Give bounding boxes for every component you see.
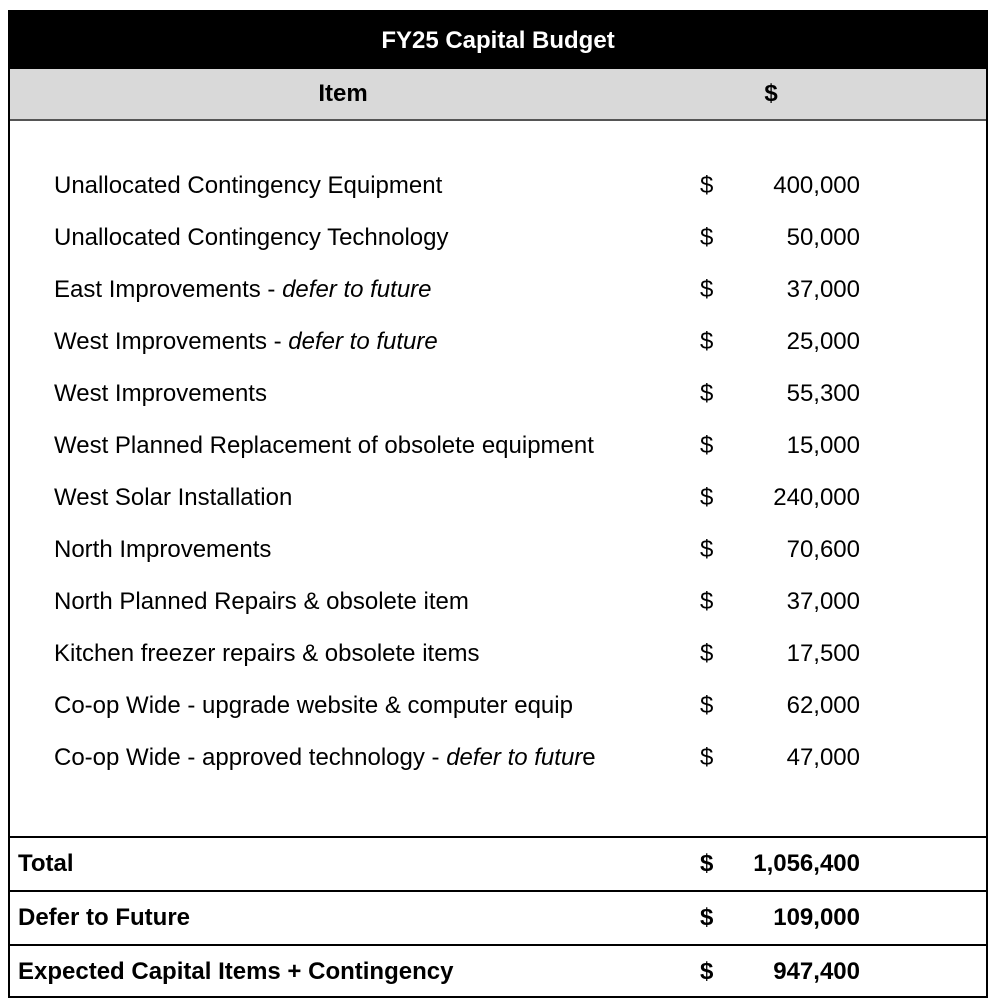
row-amount: $ 15,000 — [700, 432, 860, 459]
table-row — [10, 474, 986, 526]
row-label: Co-op Wide - upgrade website & computer equip — [54, 692, 573, 719]
row-label: West Solar Installation — [54, 484, 293, 511]
total-amount: $ 1,056,400 — [700, 850, 860, 877]
line-items — [10, 162, 986, 786]
row-amount: $ 37,000 — [700, 588, 860, 615]
table-row — [10, 422, 986, 474]
header-amount: $ — [764, 80, 778, 107]
row-amount: $ 25,000 — [700, 328, 860, 355]
table-row — [10, 214, 986, 266]
table-row — [10, 578, 986, 630]
table-row — [10, 734, 986, 786]
table-header — [10, 69, 986, 121]
row-label: West Improvements - defer to future — [54, 328, 438, 355]
row-label: Kitchen freezer repairs & obsolete items — [54, 640, 480, 667]
row-amount: $ 55,300 — [700, 380, 860, 407]
defer-to-future-row — [10, 892, 986, 946]
budget-table — [8, 10, 988, 998]
row-label: West Planned Replacement of obsolete equipment — [54, 432, 594, 459]
table-row — [10, 266, 986, 318]
row-label: Unallocated Contingency Technology — [54, 224, 449, 251]
row-amount: $ 400,000 — [700, 172, 860, 199]
expected-amount: $ 947,400 — [700, 958, 860, 985]
defer-amount: $ 109,000 — [700, 904, 860, 931]
row-label: West Improvements — [54, 380, 267, 407]
row-amount: $ 17,500 — [700, 640, 860, 667]
table-row — [10, 526, 986, 578]
table-row — [10, 630, 986, 682]
row-label: East Improvements - defer to future — [54, 276, 432, 303]
table-row — [10, 318, 986, 370]
row-label: Co-op Wide - approved technology - defer to future — [54, 744, 596, 771]
expected-capital-row — [10, 946, 986, 998]
total-row — [10, 838, 986, 892]
table-row — [10, 162, 986, 214]
row-amount: $ 70,600 — [700, 536, 860, 563]
row-amount: $ 47,000 — [700, 744, 860, 771]
row-amount: $ 240,000 — [700, 484, 860, 511]
total-label: Total — [18, 850, 74, 877]
header-item: Item — [318, 80, 368, 107]
table-row — [10, 370, 986, 422]
row-label: North Planned Repairs & obsolete item — [54, 588, 469, 615]
row-amount: $ 62,000 — [700, 692, 860, 719]
expected-label: Expected Capital Items + Contingency — [18, 958, 454, 985]
row-label: Unallocated Contingency Equipment — [54, 172, 443, 199]
row-amount: $ 50,000 — [700, 224, 860, 251]
table-title: FY25 Capital Budget — [10, 12, 986, 69]
row-label: North Improvements — [54, 536, 272, 563]
table-row — [10, 682, 986, 734]
defer-label: Defer to Future — [18, 904, 191, 931]
row-amount: $ 37,000 — [700, 276, 860, 303]
totals-section — [10, 836, 986, 998]
